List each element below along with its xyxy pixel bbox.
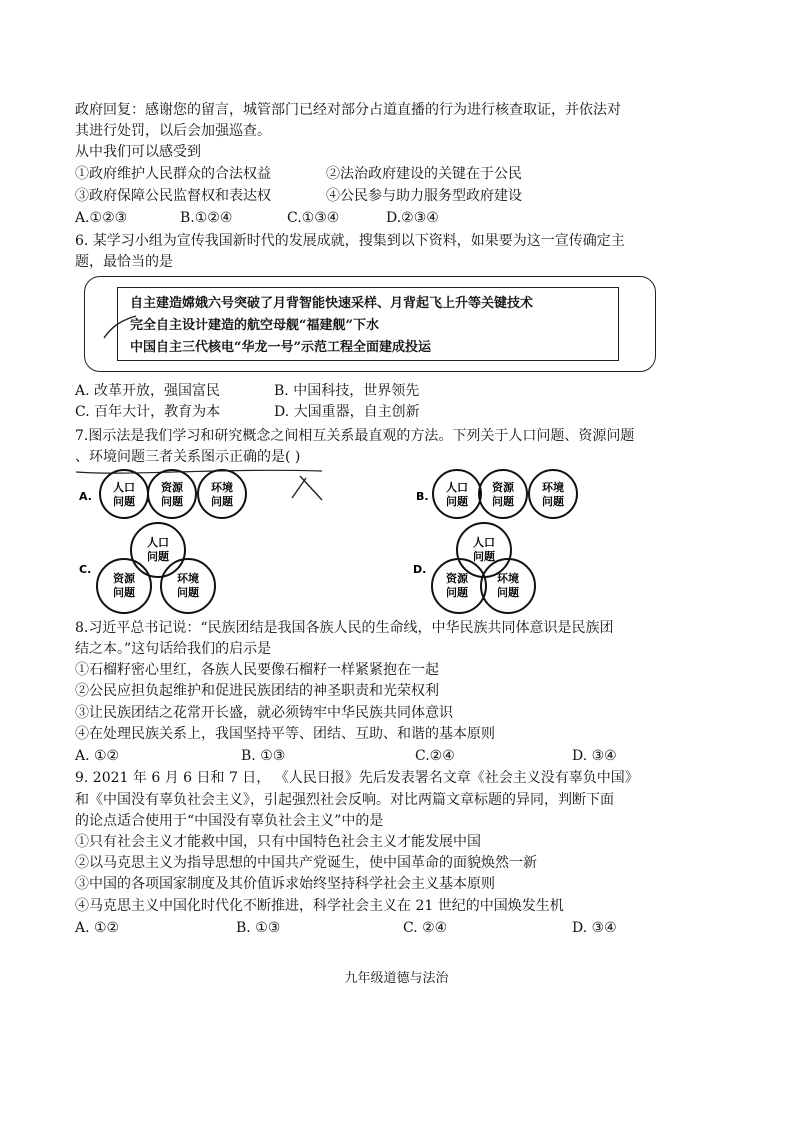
b-resource-circle <box>479 470 527 518</box>
q8-choice-a: A. ①② <box>75 748 120 764</box>
handwriting-x-icon <box>292 476 322 500</box>
b-population-circle <box>433 470 481 518</box>
q5-statement-4: ④公民参与助力服务型政府建设 <box>326 188 522 204</box>
q8-choice-b: B. ①③ <box>241 748 286 764</box>
a-resource-text-2: 问题 <box>161 495 183 508</box>
q9-stem-line-2: 和《中国没有辜负社会主义》，引起强烈社会反响。对比两篇文章标题的异同，判断下面 <box>75 792 614 808</box>
c-environment-text-2: 问题 <box>177 586 199 599</box>
b-resource-text-1: 资源 <box>492 481 514 494</box>
a-population-circle <box>100 470 148 518</box>
q6-material-1: 自主建造嫦娥六号突破了月背智能快速采样、月背起飞上升等关键技术 <box>130 296 534 311</box>
a-environment-circle <box>198 470 246 518</box>
q9-statement-4: ④马克思主义中国化时代化不断推进，科学社会主义在 21 世纪的中国焕发生机 <box>75 898 564 914</box>
q6-choice-d: D. 大国重器，自主创新 <box>274 404 420 420</box>
diagram-label-b: B. <box>416 490 429 503</box>
q5-statement-1: ①政府维护人民群众的合法权益 <box>75 166 271 182</box>
q9-stem-line-3: 的论点适合使用于“中国没有辜负社会主义”中的是 <box>75 813 384 829</box>
q9-statement-1: ①只有社会主义才能救中国，只有中国特色社会主义才能发展中国 <box>75 834 481 850</box>
q7-stem-line-2: 、环境问题三者关系图示正确的是( ) <box>75 449 301 465</box>
d-environment-text-2: 问题 <box>497 586 519 599</box>
c-resource-text-1: 资源 <box>113 572 135 585</box>
q9-stem-line-1: 9. 2021 年 6 月 6 日和 7 日， 《人民日报》先后发表署名文章《社会主义没有辜负中国》 <box>75 770 639 786</box>
b-population-text-2: 问题 <box>446 495 468 508</box>
q8-stem-line-1: 8.习近平总书记说：“民族团结是我国各族人民的生命线，中华民族共同体意识是民族团 <box>75 620 614 636</box>
b-environment-text-2: 问题 <box>542 495 564 508</box>
a-population-text-1: 人口 <box>113 481 135 494</box>
b-resource-text-2: 问题 <box>492 495 514 508</box>
q5-choice-b: B.①②④ <box>180 210 233 226</box>
d-population-text-1: 人口 <box>473 536 495 549</box>
q6-stem-line-1: 6. 某学习小组为宣传我国新时代的发展成就，搜集到以下资料，如果要为这一宣传确定主 <box>75 233 625 249</box>
q9-statement-3: ③中国的各项国家制度及其价值诉求始终坚持科学社会主义基本原则 <box>75 876 495 892</box>
reply-line-2: 其进行处罚，以后会加强巡查。 <box>75 123 271 139</box>
a-resource-text-1: 资源 <box>161 481 183 494</box>
q6-choice-a: A. 改革开放，强国富民 <box>75 383 221 399</box>
a-environment-text-2: 问题 <box>211 495 233 508</box>
q5-choice-d: D.②③④ <box>386 210 439 226</box>
reply-line-1: 政府回复：感谢您的留言，城管部门已经对部分占道直播的行为进行核查取证，并依法对 <box>75 102 621 118</box>
q6-material-2: 完全自主设计建造的航空母舰“福建舰”下水 <box>130 318 379 333</box>
q9-choice-c: C. ②④ <box>403 920 448 936</box>
q9-choice-d: D. ③④ <box>572 920 617 936</box>
q6-stem-line-2: 题，最恰当的是 <box>75 254 173 270</box>
q7-stem-line-1: 7.图示法是我们学习和研究概念之间相互关系最直观的方法。下列关于人口问题、资源问题 <box>75 428 635 444</box>
q9-choice-b: B. ①③ <box>236 920 281 936</box>
a-environment-text-1: 环境 <box>211 481 233 494</box>
c-environment-text-1: 环境 <box>177 572 199 585</box>
q8-choice-d: D. ③④ <box>572 748 617 764</box>
q5-choice-c: C.①③④ <box>287 210 340 226</box>
d-resource-text-2: 问题 <box>446 586 468 599</box>
q5-statement-3: ③政府保障公民监督权和表达权 <box>75 188 271 204</box>
d-resource-text-1: 资源 <box>446 572 468 585</box>
q7-venn-diagrams <box>0 466 793 616</box>
q5-statement-2: ②法治政府建设的关键在于公民 <box>326 166 522 182</box>
diagram-label-d: D. <box>413 563 427 576</box>
c-population-text-1: 人口 <box>147 536 169 549</box>
q8-statement-3: ③让民族团结之花常开长盛，就必须铸牢中华民族共同体意识 <box>75 705 453 721</box>
b-environment-text-1: 环境 <box>542 481 564 494</box>
a-resource-circle <box>148 470 196 518</box>
q8-statement-4: ④在处理民族关系上，我国坚持平等、团结、互助、和谐的基本原则 <box>75 726 495 742</box>
c-population-text-2: 问题 <box>147 550 169 563</box>
q6-material-3: 中国自主三代核电“华龙一号”示范工程全面建成投运 <box>130 340 431 355</box>
handwriting-mark-icon <box>100 312 140 342</box>
q9-statement-2: ②以马克思主义为指导思想的中国共产党诞生，使中国革命的面貌焕然一新 <box>75 855 537 871</box>
q8-statement-1: ①石榴籽密心里红，各族人民要像石榴籽一样紧紧抱在一起 <box>75 662 439 678</box>
page-footer: 九年级道德与法治 <box>344 971 449 986</box>
q8-choice-c: C.②④ <box>415 748 455 764</box>
b-environment-circle <box>529 470 577 518</box>
b-population-text-1: 人口 <box>446 481 468 494</box>
diagram-label-a: A. <box>79 490 92 503</box>
q6-choice-c: C. 百年大计，教育为本 <box>75 404 221 420</box>
q8-statement-2: ②公民应担负起维护和促进民族团结的神圣职责和光荣权利 <box>75 683 439 699</box>
diagram-label-c: C. <box>79 563 92 576</box>
question-5-stem: 从中我们可以感受到 <box>75 144 201 160</box>
q8-stem-line-2: 结之本。”这句话给我们的启示是 <box>75 641 272 657</box>
q6-choice-b: B. 中国科技，世界领先 <box>274 383 420 399</box>
d-population-text-2: 问题 <box>473 550 495 563</box>
c-resource-text-2: 问题 <box>113 586 135 599</box>
q9-choice-a: A. ①② <box>75 920 120 936</box>
a-population-text-2: 问题 <box>113 495 135 508</box>
d-environment-text-1: 环境 <box>497 572 519 585</box>
q5-choice-a: A.①②③ <box>75 210 128 226</box>
